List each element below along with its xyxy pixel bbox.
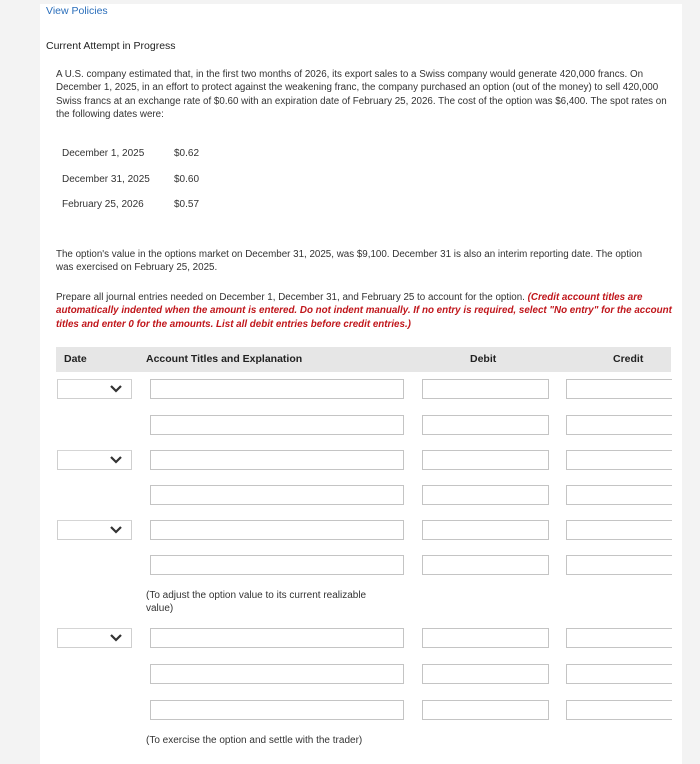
- view-policies-link[interactable]: View Policies: [46, 5, 108, 17]
- debit-input-2-1[interactable]: [422, 450, 549, 470]
- account-input-4-2[interactable]: [150, 664, 404, 684]
- debit-input-1-2[interactable]: [422, 415, 549, 435]
- chevron-down-icon: [109, 633, 123, 643]
- col-date: Date: [64, 353, 87, 365]
- rate-date-1: December 1, 2025: [62, 148, 145, 159]
- account-input-3-2[interactable]: [150, 555, 404, 575]
- instructions: [56, 291, 672, 331]
- date-select-3[interactable]: [57, 520, 132, 540]
- account-input-1-2[interactable]: [150, 415, 404, 435]
- rate-value-1: $0.62: [174, 148, 200, 159]
- account-input-3-1[interactable]: [150, 520, 404, 540]
- debit-input-3-2[interactable]: [422, 555, 549, 575]
- entry-explanation-adjust: (To adjust the option value to its current realizable value): [146, 590, 367, 614]
- chevron-down-icon: [109, 455, 123, 465]
- attempt-heading: Current Attempt in Progress: [46, 40, 176, 52]
- debit-input-4-3[interactable]: [422, 700, 549, 720]
- account-input-4-1[interactable]: [150, 628, 404, 648]
- instructions-note: (Credit account titles are automatically indented when the amount is entered. Do not indent manually. If no entry is required, select "No entry" for the account titles and enter 0 for the amounts. List all debit entries before credit entries.): [56, 292, 672, 330]
- credit-input-1-2[interactable]: [566, 415, 672, 435]
- account-input-2-1[interactable]: [150, 450, 404, 470]
- credit-input-4-2[interactable]: [566, 664, 672, 684]
- debit-input-4-2[interactable]: [422, 664, 549, 684]
- entry-explanation-exercise: (To exercise the option and settle with the trader): [146, 735, 363, 746]
- rate-date-3: February 25, 2026: [62, 199, 144, 210]
- col-credit: Credit: [613, 353, 644, 365]
- account-input-1-1[interactable]: [150, 379, 404, 399]
- debit-input-3-1[interactable]: [422, 520, 549, 540]
- instructions-text: Prepare all journal entries needed on December 1, December 31, and February 25 to account for the option.: [56, 292, 525, 303]
- credit-input-4-3[interactable]: [566, 700, 672, 720]
- rate-date-2: December 31, 2025: [62, 174, 150, 185]
- rate-value-2: $0.60: [174, 174, 200, 185]
- debit-input-4-1[interactable]: [422, 628, 549, 648]
- account-input-4-3[interactable]: [150, 700, 404, 720]
- date-select-4[interactable]: [57, 628, 132, 648]
- credit-input-4-1[interactable]: [566, 628, 672, 648]
- rate-value-3: $0.57: [174, 199, 200, 210]
- col-account: Account Titles and Explanation: [146, 353, 303, 365]
- credit-input-3-1[interactable]: [566, 520, 672, 540]
- account-input-2-2[interactable]: [150, 485, 404, 505]
- chevron-down-icon: [109, 384, 123, 394]
- credit-input-2-2[interactable]: [566, 485, 672, 505]
- credit-input-1-1[interactable]: [566, 379, 672, 399]
- option-value-paragraph: The option's value in the options market on December 31, 2025, was $9,100. December 31 is also an interim reporting date. The option was exercised on February 25, 2025.: [56, 249, 643, 274]
- credit-input-2-1[interactable]: [566, 450, 672, 470]
- col-debit: Debit: [470, 353, 497, 365]
- debit-input-1-1[interactable]: [422, 379, 549, 399]
- date-select-1[interactable]: [57, 379, 132, 399]
- debit-input-2-2[interactable]: [422, 485, 549, 505]
- problem-paragraph: A U.S. company estimated that, in the first two months of 2026, its export sales to a Swiss company would generate 420,000 francs. On December 1, 2025, in an effort to protect against the weakening franc, the company purchased an option (out of the money) to sell 420,000 Swiss francs at an exchange rate of $0.60 with an expiration date of February 25, 2026. The cost of the option was $6,400. The spot rates on the following dates were:: [56, 69, 667, 120]
- chevron-down-icon: [109, 525, 123, 535]
- journal-table-header: [56, 347, 671, 372]
- credit-input-3-2[interactable]: [566, 555, 672, 575]
- date-select-2[interactable]: [57, 450, 132, 470]
